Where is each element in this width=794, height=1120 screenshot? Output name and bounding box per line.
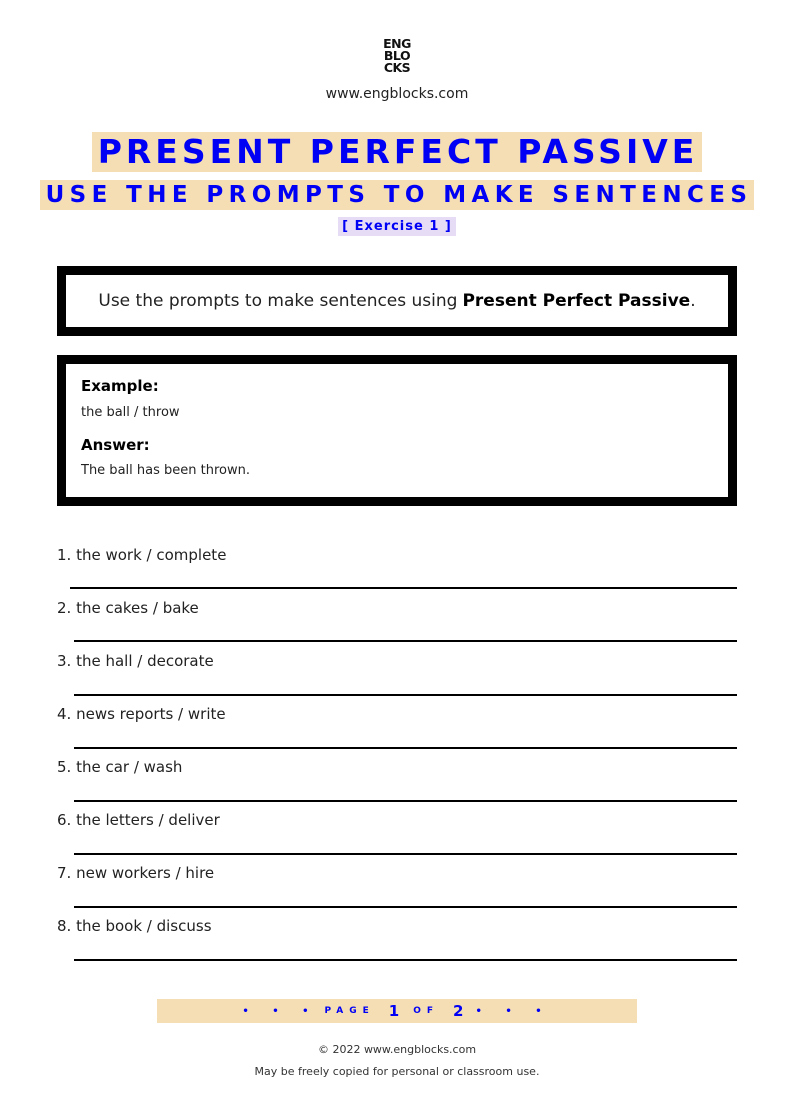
example-heading: Example: [81, 377, 159, 395]
page-indicator [157, 999, 637, 1023]
answer-line-8[interactable] [74, 959, 737, 961]
example-box [57, 355, 737, 506]
answer-line-6[interactable] [74, 853, 737, 855]
answer-line-3[interactable] [74, 694, 737, 696]
logo-line-3: CKS [383, 60, 411, 75]
prompt-item-5: 5. the car / wash [57, 758, 183, 776]
page-dots-left: • • • [242, 1005, 319, 1017]
current-page-number: 1 [388, 1002, 400, 1020]
footer-license: May be freely copied for personal or classroom use. [254, 1065, 540, 1078]
exercise-label-container [0, 215, 794, 236]
page-title: PRESENT PERFECT PASSIVE [92, 132, 703, 172]
engblocks-logo [380, 38, 414, 74]
prompt-item-6: 6. the letters / deliver [57, 811, 220, 829]
page-dots-right: • • • [475, 1005, 552, 1017]
answer-line-1[interactable] [70, 587, 737, 589]
site-url[interactable]: www.engblocks.com [325, 86, 469, 102]
instruction-text: Use the prompts to make sentences using [98, 291, 458, 311]
example-prompt: the ball / throw [81, 405, 180, 420]
prompt-item-4: 4. news reports / write [57, 705, 226, 723]
answer-line-2[interactable] [74, 640, 737, 642]
of-word: OF [413, 1006, 440, 1016]
answer-line-7[interactable] [74, 906, 737, 908]
answer-line-4[interactable] [74, 747, 737, 749]
title-container [0, 132, 794, 172]
total-page-number: 2 [453, 1002, 464, 1020]
subtitle-container [0, 180, 794, 210]
page-subtitle: USE THE PROMPTS TO MAKE SENTENCES [40, 180, 755, 210]
instruction-box [57, 266, 737, 336]
instruction-end: . [690, 291, 696, 311]
logo-line-2: BLO [383, 48, 411, 63]
answer-text: The ball has been thrown. [81, 463, 250, 478]
footer-copyright: © 2022 www.engblocks.com [317, 1043, 477, 1056]
logo-line-1: ENG [383, 36, 411, 51]
answer-heading: Answer: [81, 436, 150, 454]
prompt-item-8: 8. the book / discuss [57, 917, 212, 935]
answer-line-5[interactable] [74, 800, 737, 802]
instruction-bold-term: Present Perfect Passive [462, 291, 691, 311]
prompt-item-7: 7. new workers / hire [57, 864, 215, 882]
page-word: PAGE [324, 1006, 375, 1016]
exercise-label: [ Exercise 1 ] [338, 217, 456, 236]
prompt-item-2: 2. the cakes / bake [57, 599, 199, 617]
prompt-item-1: 1. the work / complete [57, 546, 227, 564]
prompt-item-3: 3. the hall / decorate [57, 652, 214, 670]
